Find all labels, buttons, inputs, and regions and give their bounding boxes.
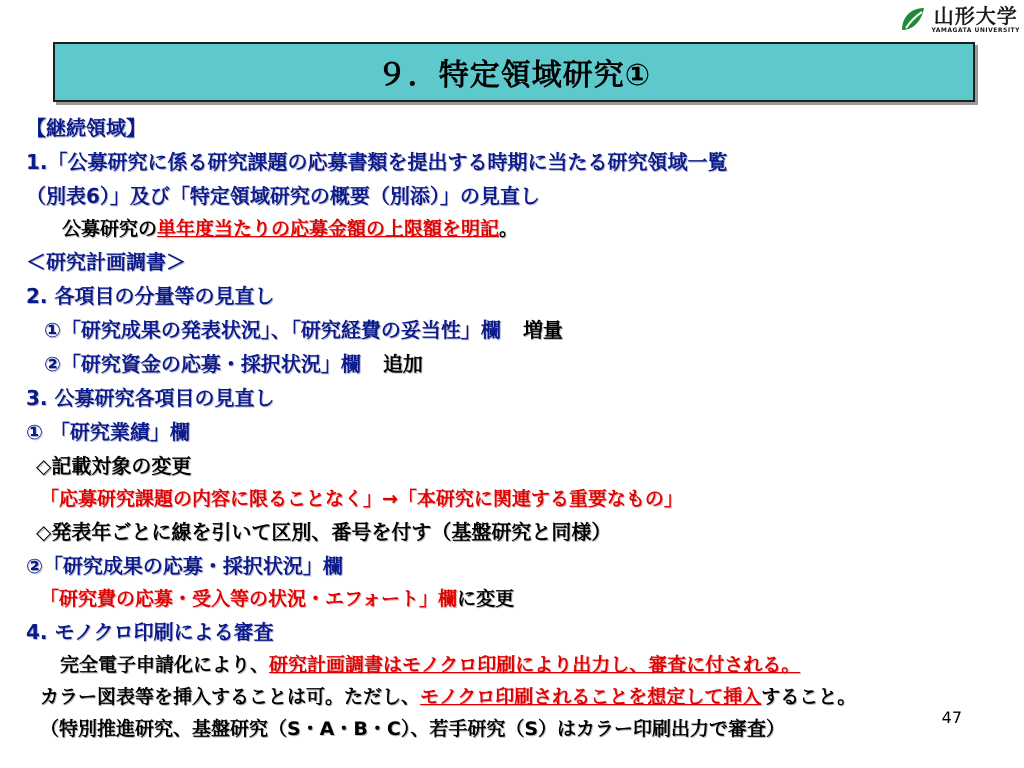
item-2-heading: 2. 各項目の分量等の見直し: [26, 284, 275, 308]
item-4-line-2-suffix: すること。: [761, 686, 857, 708]
item-3-sub-2-new-name: 「研究費の応募・受入等の状況・エフォート」欄: [40, 588, 458, 610]
note-prefix: 公募研究の: [62, 218, 158, 240]
item-3-heading: 3. 公募研究各項目の見直し: [26, 386, 275, 410]
item-4-line-1-prefix: 完全電子申請化により、: [60, 654, 270, 676]
logo-name-jp: 山形大学: [933, 3, 1018, 28]
item-2-sub-2: [44, 348, 423, 377]
item-2-sub-1-action: 増量: [522, 318, 563, 342]
item-3-sub-1-change: 「応募研究課題の内容に限ることなく」→「本研究に関連する重要なもの」: [40, 488, 683, 510]
heading-continuing-areas: 【継続領域】: [26, 116, 146, 140]
item-4-heading: 4. モノクロ印刷による審査: [26, 620, 274, 644]
title-banner: [53, 42, 975, 102]
item-1-line-1: 1.「公募研究に係る研究課題の応募書類を提出する時期に当たる研究領域一覧: [26, 150, 728, 174]
item-3-sub-2-change: [40, 584, 514, 611]
item-4-line-3: （特別推進研究、基盤研究（S・A・B・C）、若手研究（S）はカラー印刷出力で審査）: [40, 718, 786, 740]
university-logo: [898, 4, 1020, 34]
item-3-sub-2-suffix: に変更: [457, 588, 515, 610]
logo-text: [932, 5, 1020, 34]
item-2-sub-1: [44, 314, 563, 343]
page-title: ９．特定領域研究①: [376, 58, 652, 93]
note-suffix: 。: [499, 218, 519, 240]
item-4-line-1: [60, 650, 800, 677]
logo-leaf-icon: [898, 4, 928, 34]
page-number: 47: [941, 708, 962, 727]
item-4-line-2: [40, 682, 856, 709]
item-4-line-2-prefix: カラー図表等を挿入することは可。ただし、: [40, 686, 421, 708]
item-4-line-1-emphasis: 研究計画調書はモノクロ印刷により出力し、審査に付される。: [269, 654, 801, 676]
item-4-line-2-emphasis: モノクロ印刷されることを想定して挿入: [420, 686, 762, 708]
logo-name-en: YAMAGATA UNIVERSITY: [931, 26, 1020, 34]
item-3-sub-1-bullet-2: ◇発表年ごとに線を引いて区別、番号を付す（基盤研究と同様）: [36, 520, 612, 544]
heading-research-plan: ＜研究計画調書＞: [26, 250, 186, 274]
item-2-sub-2-label: ②「研究資金の応募・採択状況」欄: [44, 352, 361, 376]
note-emphasis: 単年度当たりの応募金額の上限額を明記: [157, 218, 500, 240]
item-1-line-2: （別表6）」及び「特定領域研究の概要（別添）」の見直し: [26, 184, 540, 208]
item-1-note: [62, 214, 518, 241]
item-3-sub-1-bullet-1: ◇記載対象の変更: [36, 454, 192, 478]
item-2-sub-2-action: 追加: [382, 352, 423, 376]
item-3-sub-2: ②「研究成果の応募・採択状況」欄: [26, 554, 343, 578]
item-3-sub-1: ① 「研究業績」欄: [26, 420, 190, 444]
item-2-sub-1-label: ①「研究成果の発表状況」、「研究経費の妥当性」欄: [44, 318, 501, 342]
